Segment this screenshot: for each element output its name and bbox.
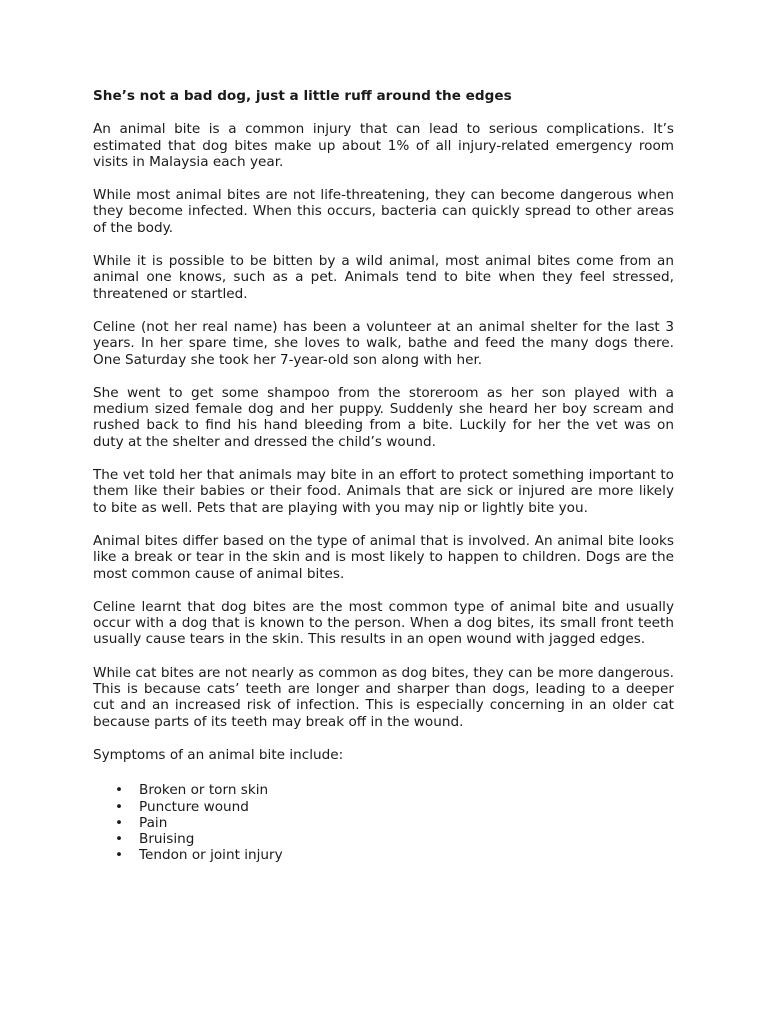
symptom-text: Puncture wound — [139, 798, 249, 815]
bullet-icon: • — [115, 798, 124, 815]
list-item — [93, 815, 674, 831]
paragraph-bite-types: Animal bites differ based on the type of animal that is involved. An animal bite looks like a break or tear in the skin and is most likely to happen to children. Dogs are the most common cause of animal bites. — [93, 532, 674, 582]
symptoms-list — [93, 782, 674, 863]
symptoms-intro: Symptoms of an animal bite include: — [93, 746, 344, 763]
paragraph-cat-bites: While cat bites are not nearly as common as dog bites, they can be more dangerous. This is because cats’ teeth are longer and sharper than dogs, leading to a deeper cut and an increased risk of infection. This is especially concerning in an older cat because parts of its teeth may break off in the wound. — [93, 664, 674, 730]
list-item — [93, 847, 674, 863]
bullet-icon: • — [115, 814, 124, 831]
symptom-text: Bruising — [139, 831, 195, 848]
bullet-icon: • — [115, 831, 124, 848]
symptom-text: Pain — [139, 814, 168, 831]
paragraph-intro: An animal bite is a common injury that can lead to serious complications. It’s estimated that dog bites make up about 1% of all injury-related emergency room visits in Malaysia each year. — [93, 121, 674, 170]
bullet-icon: • — [115, 782, 124, 799]
bullet-icon: • — [115, 847, 124, 864]
document-title: She’s not a bad dog, just a little ruff around the edges — [93, 88, 512, 104]
paragraph-celine-volunteer: Celine (not her real name) has been a volunteer at an animal shelter for the last 3 years. In her spare time, she loves to walk, bathe and feed the many dogs there. One Saturday she took her 7-year-old son along with her. — [93, 318, 674, 368]
paragraph-infection: While most animal bites are not life-threatening, they can become dangerous when they become infected. When this occurs, bacteria can quickly spread to other areas of the body. — [93, 187, 674, 236]
paragraph-known-animals: While it is possible to be bitten by a wild animal, most animal bites come from an animal one knows, such as a pet. Animals tend to bite when they feel stressed, threatened or startled. — [93, 253, 674, 302]
paragraph-dog-bites: Celine learnt that dog bites are the most common type of animal bite and usually occur with a dog that is known to the person. When a dog bites, its small front teeth usually cause tears in the skin. This results in an open wound with jagged edges. — [93, 598, 674, 648]
symptom-text: Tendon or joint injury — [139, 847, 283, 864]
list-item — [93, 831, 674, 847]
paragraph-bite-incident: She went to get some shampoo from the storeroom as her son played with a medium sized female dog and her puppy. Suddenly she heard her boy scream and rushed back to find his hand bleeding from a bite. Luckily for her the vet was on duty at the shelter and dressed the child’s wound. — [93, 384, 674, 450]
paragraph-vet-explanation: The vet told her that animals may bite in an effort to protect something important to them like their babies or their food. Animals that are sick or injured are more likely to bite as well. Pets that are playing with you may nip or lightly bite you. — [93, 467, 674, 516]
symptom-text: Broken or torn skin — [139, 782, 269, 799]
document-page — [93, 88, 674, 864]
list-item — [93, 799, 674, 815]
list-item — [93, 782, 674, 798]
